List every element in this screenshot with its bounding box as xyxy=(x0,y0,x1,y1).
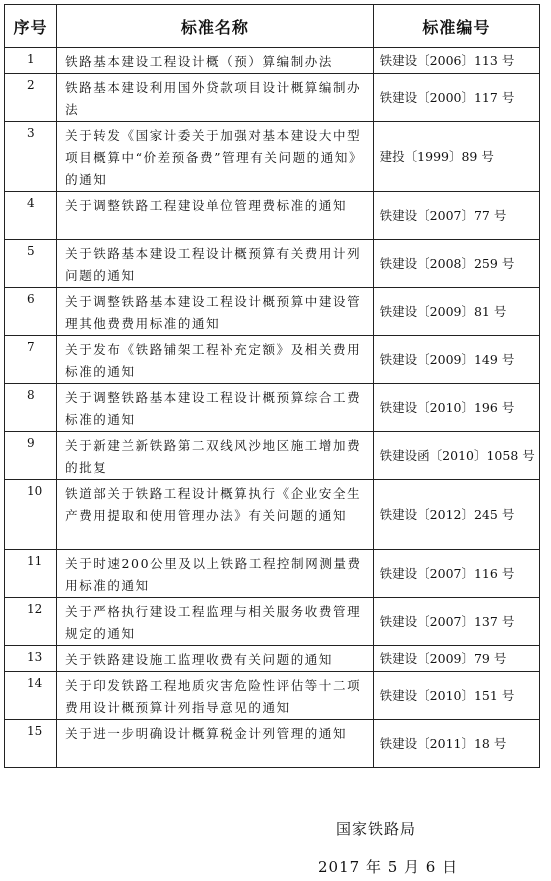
row-standard-name: 铁道部关于铁路工程设计概算执行《企业安全生产费用提取和使用管理办法》有关问题的通知 xyxy=(57,480,374,550)
row-seq: 15 xyxy=(5,720,57,768)
table-row xyxy=(5,550,540,598)
row-seq: 6 xyxy=(5,288,57,336)
row-standard-code: 铁建设〔2009〕149 号 xyxy=(373,336,539,384)
row-standard-code: 铁建设〔2010〕151 号 xyxy=(373,672,539,720)
row-standard-name: 关于转发《国家计委关于加强对基本建设大中型项目概算中“价差预备费”管理有关问题的通知》的通知 xyxy=(57,122,374,192)
table-row xyxy=(5,240,540,288)
table-row xyxy=(5,720,540,768)
row-seq: 1 xyxy=(5,48,57,74)
table-row xyxy=(5,192,540,240)
row-standard-code: 铁建设〔2009〕81 号 xyxy=(373,288,539,336)
row-standard-code: 铁建设〔2009〕79 号 xyxy=(373,646,539,672)
row-standard-name: 铁路基本建设利用国外贷款项目设计概算编制办法 xyxy=(57,74,374,122)
row-standard-code: 铁建设〔2008〕259 号 xyxy=(373,240,539,288)
row-standard-code: 铁建设〔2000〕117 号 xyxy=(373,74,539,122)
table-row xyxy=(5,122,540,192)
row-standard-name: 铁路基本建设工程设计概（预）算编制办法 xyxy=(57,48,374,74)
table-row xyxy=(5,74,540,122)
table-row xyxy=(5,288,540,336)
row-seq: 13 xyxy=(5,646,57,672)
row-seq: 10 xyxy=(5,480,57,550)
row-seq: 3 xyxy=(5,122,57,192)
row-seq: 12 xyxy=(5,598,57,646)
standards-table xyxy=(4,4,540,768)
table-body xyxy=(5,48,540,768)
table-row xyxy=(5,336,540,384)
row-standard-code: 铁建设〔2007〕77 号 xyxy=(373,192,539,240)
row-seq: 5 xyxy=(5,240,57,288)
row-seq: 8 xyxy=(5,384,57,432)
row-standard-code: 铁建设〔2007〕137 号 xyxy=(373,598,539,646)
row-seq: 9 xyxy=(5,432,57,480)
row-standard-name: 关于铁路建设施工监理收费有关问题的通知 xyxy=(57,646,374,672)
table-row xyxy=(5,48,540,74)
row-seq: 11 xyxy=(5,550,57,598)
row-standard-name: 关于调整铁路工程建设单位管理费标准的通知 xyxy=(57,192,374,240)
row-seq: 4 xyxy=(5,192,57,240)
header-name: 标准名称 xyxy=(57,5,374,48)
table-row xyxy=(5,646,540,672)
row-standard-code: 铁建设〔2006〕113 号 xyxy=(373,48,539,74)
row-standard-code: 铁建设〔2012〕245 号 xyxy=(373,480,539,550)
table-row xyxy=(5,432,540,480)
table-header-row xyxy=(5,5,540,48)
row-seq: 14 xyxy=(5,672,57,720)
row-standard-name: 关于发布《铁路铺架工程补充定额》及相关费用标准的通知 xyxy=(57,336,374,384)
table-row xyxy=(5,480,540,550)
row-standard-name: 关于调整铁路基本建设工程设计概预算中建设管理其他费费用标准的通知 xyxy=(57,288,374,336)
row-standard-name: 关于印发铁路工程地质灾害危险性评估等十二项费用设计概预算计列指导意见的通知 xyxy=(57,672,374,720)
row-standard-name: 关于铁路基本建设工程设计概预算有关费用计列问题的通知 xyxy=(57,240,374,288)
row-standard-name: 关于进一步明确设计概算税金计列管理的通知 xyxy=(57,720,374,768)
row-standard-name: 关于时速200公里及以上铁路工程控制网测量费用标准的通知 xyxy=(57,550,374,598)
row-standard-code: 铁建设〔2007〕116 号 xyxy=(373,550,539,598)
row-seq: 2 xyxy=(5,74,57,122)
issue-date: 2017 年 5 月 6 日 xyxy=(318,858,459,876)
row-standard-code: 铁建设〔2010〕196 号 xyxy=(373,384,539,432)
row-standard-name: 关于严格执行建设工程监理与相关服务收费管理规定的通知 xyxy=(57,598,374,646)
row-standard-name: 关于调整铁路基本建设工程设计概预算综合工费标准的通知 xyxy=(57,384,374,432)
row-standard-code: 建投〔1999〕89 号 xyxy=(373,122,539,192)
table-row xyxy=(5,598,540,646)
table-row xyxy=(5,672,540,720)
table-row xyxy=(5,384,540,432)
header-code: 标准编号 xyxy=(373,5,539,48)
row-standard-name: 关于新建兰新铁路第二双线风沙地区施工增加费的批复 xyxy=(57,432,374,480)
row-standard-code: 铁建设函〔2010〕1058 号 xyxy=(373,432,539,480)
row-seq: 7 xyxy=(5,336,57,384)
header-seq: 序号 xyxy=(5,5,57,48)
issuing-authority: 国家铁路局 xyxy=(336,820,417,838)
row-standard-code: 铁建设〔2011〕18 号 xyxy=(373,720,539,768)
